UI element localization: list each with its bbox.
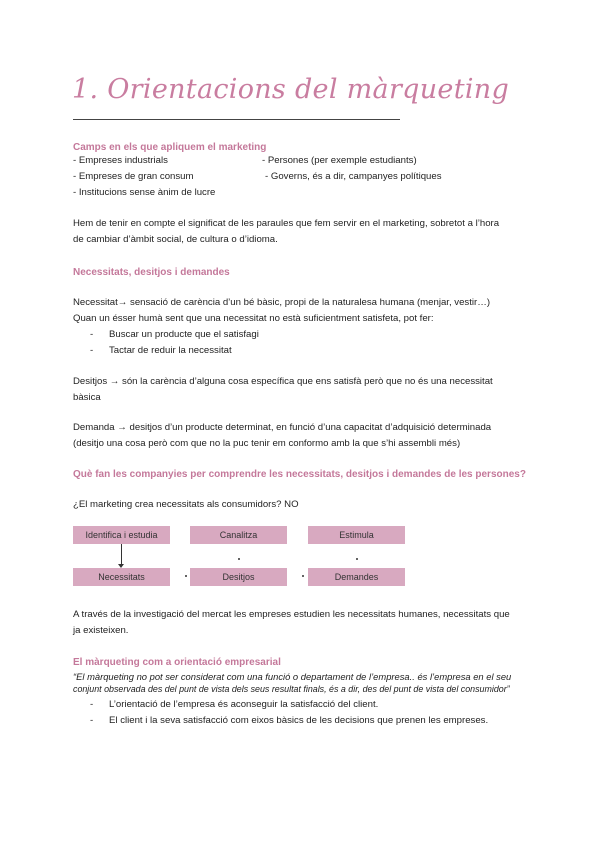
necessitat-line-2: Quan un ésser humà sent que una necessitat no està suficientment satisfeta, pot fer: xyxy=(73,313,434,324)
necessitat-bullet-1: Buscar un producte que el satisfagi xyxy=(109,329,259,340)
desitjos-line-1: Desitjos → són la carència d’alguna cosa específica que ens satisfà però que no és una necessitat xyxy=(73,376,493,387)
investigacio-line-2: ja existeixen. xyxy=(73,625,129,636)
diagram-box-necessitats: Necessitats xyxy=(73,568,170,586)
diagram-connector-1 xyxy=(121,544,122,565)
orientacio-bullet-2: El client i la seva satisfacció com eixos bàsics de les decisions que prenen les empreses. xyxy=(109,715,489,726)
diagram-box-demandes: Demandes xyxy=(308,568,405,586)
necessitat-definition: Necessitat→ sensació de carència d’un bé bàsic, propi de la naturalesa humana (menjar, vestir…) xyxy=(73,297,491,308)
diagram-box-identifica: Identifica i estudia xyxy=(73,526,170,544)
desitjos-line-2: bàsica xyxy=(73,392,101,403)
necessitat-bullet-2: Tactar de reduir la necessitat xyxy=(109,345,232,356)
que-fan-heading: Què fan les companyies per comprendre les necessitats, desitjos i demandes de les persones? xyxy=(73,469,526,480)
camps-left-item-3: - Institucions sense ànim de lucre xyxy=(73,187,216,198)
diagram-connector-2 xyxy=(238,558,240,560)
camps-right-item-2: - Governs, és a dir, campanyes polítiques xyxy=(265,171,442,182)
diagram-dot xyxy=(185,575,187,577)
title-underline xyxy=(73,119,400,120)
bullet-dash: - xyxy=(90,345,94,356)
orientacio-quote-line-2: conjunt observada des del punt de vista dels seus resultat finals, és a dir, des del punt de vista del consumidor” xyxy=(73,684,510,694)
diagram-box-canalitza: Canalitza xyxy=(190,526,287,544)
marketing-question: ¿El marketing crea necessitats als consumidors? NO xyxy=(73,499,299,510)
camps-left-item-2: - Empreses de gran consum xyxy=(73,171,194,182)
diagram-box-desitjos: Desitjos xyxy=(190,568,287,586)
diagram-box-estimula: Estimula xyxy=(308,526,405,544)
camps-left-item-1: - Empreses industrials xyxy=(73,155,168,166)
bullet-dash: - xyxy=(90,715,94,726)
page-title: 1. Orientacions del màrqueting xyxy=(72,74,510,105)
diagram-dot xyxy=(302,575,304,577)
demanda-line-2: (desitjo una cosa però com que no la puc tenir em conformo amb la que s’hi assembli més) xyxy=(73,438,461,449)
orientacio-quote-line-1: “El màrqueting no pot ser considerat com una funció o departament de l’empresa.. és l’empresa en el seu xyxy=(73,671,512,682)
demanda-line-1: Demanda → desitjos d’un producte determinat, en funció d’una capacitat d’adquisició determinada xyxy=(73,422,492,433)
orientacio-bullet-1: L’orientació de l’empresa és aconseguir la satisfacció del client. xyxy=(109,699,379,710)
bullet-dash: - xyxy=(90,329,94,340)
necessitats-heading: Necessitats, desitjos i demandes xyxy=(73,267,230,278)
camps-heading: Camps en els que apliquem el marketing xyxy=(73,142,267,153)
camps-right-item-1: - Persones (per exemple estudiants) xyxy=(262,155,417,166)
intro-line-1: Hem de tenir en compte el significat de les paraules que fem servir en el marketing, sobretot a l’hora xyxy=(73,218,500,229)
diagram-connector-3 xyxy=(356,558,358,560)
bullet-dash: - xyxy=(90,699,94,710)
orientacio-heading: El màrqueting com a orientació empresarial xyxy=(73,657,281,668)
investigacio-line-1: A través de la investigació del mercat les empreses estudien les necessitats humanes, necessitats que xyxy=(73,609,510,620)
intro-line-2: de cambiar d’àmbit social, de cultura o d’idioma. xyxy=(73,234,278,245)
